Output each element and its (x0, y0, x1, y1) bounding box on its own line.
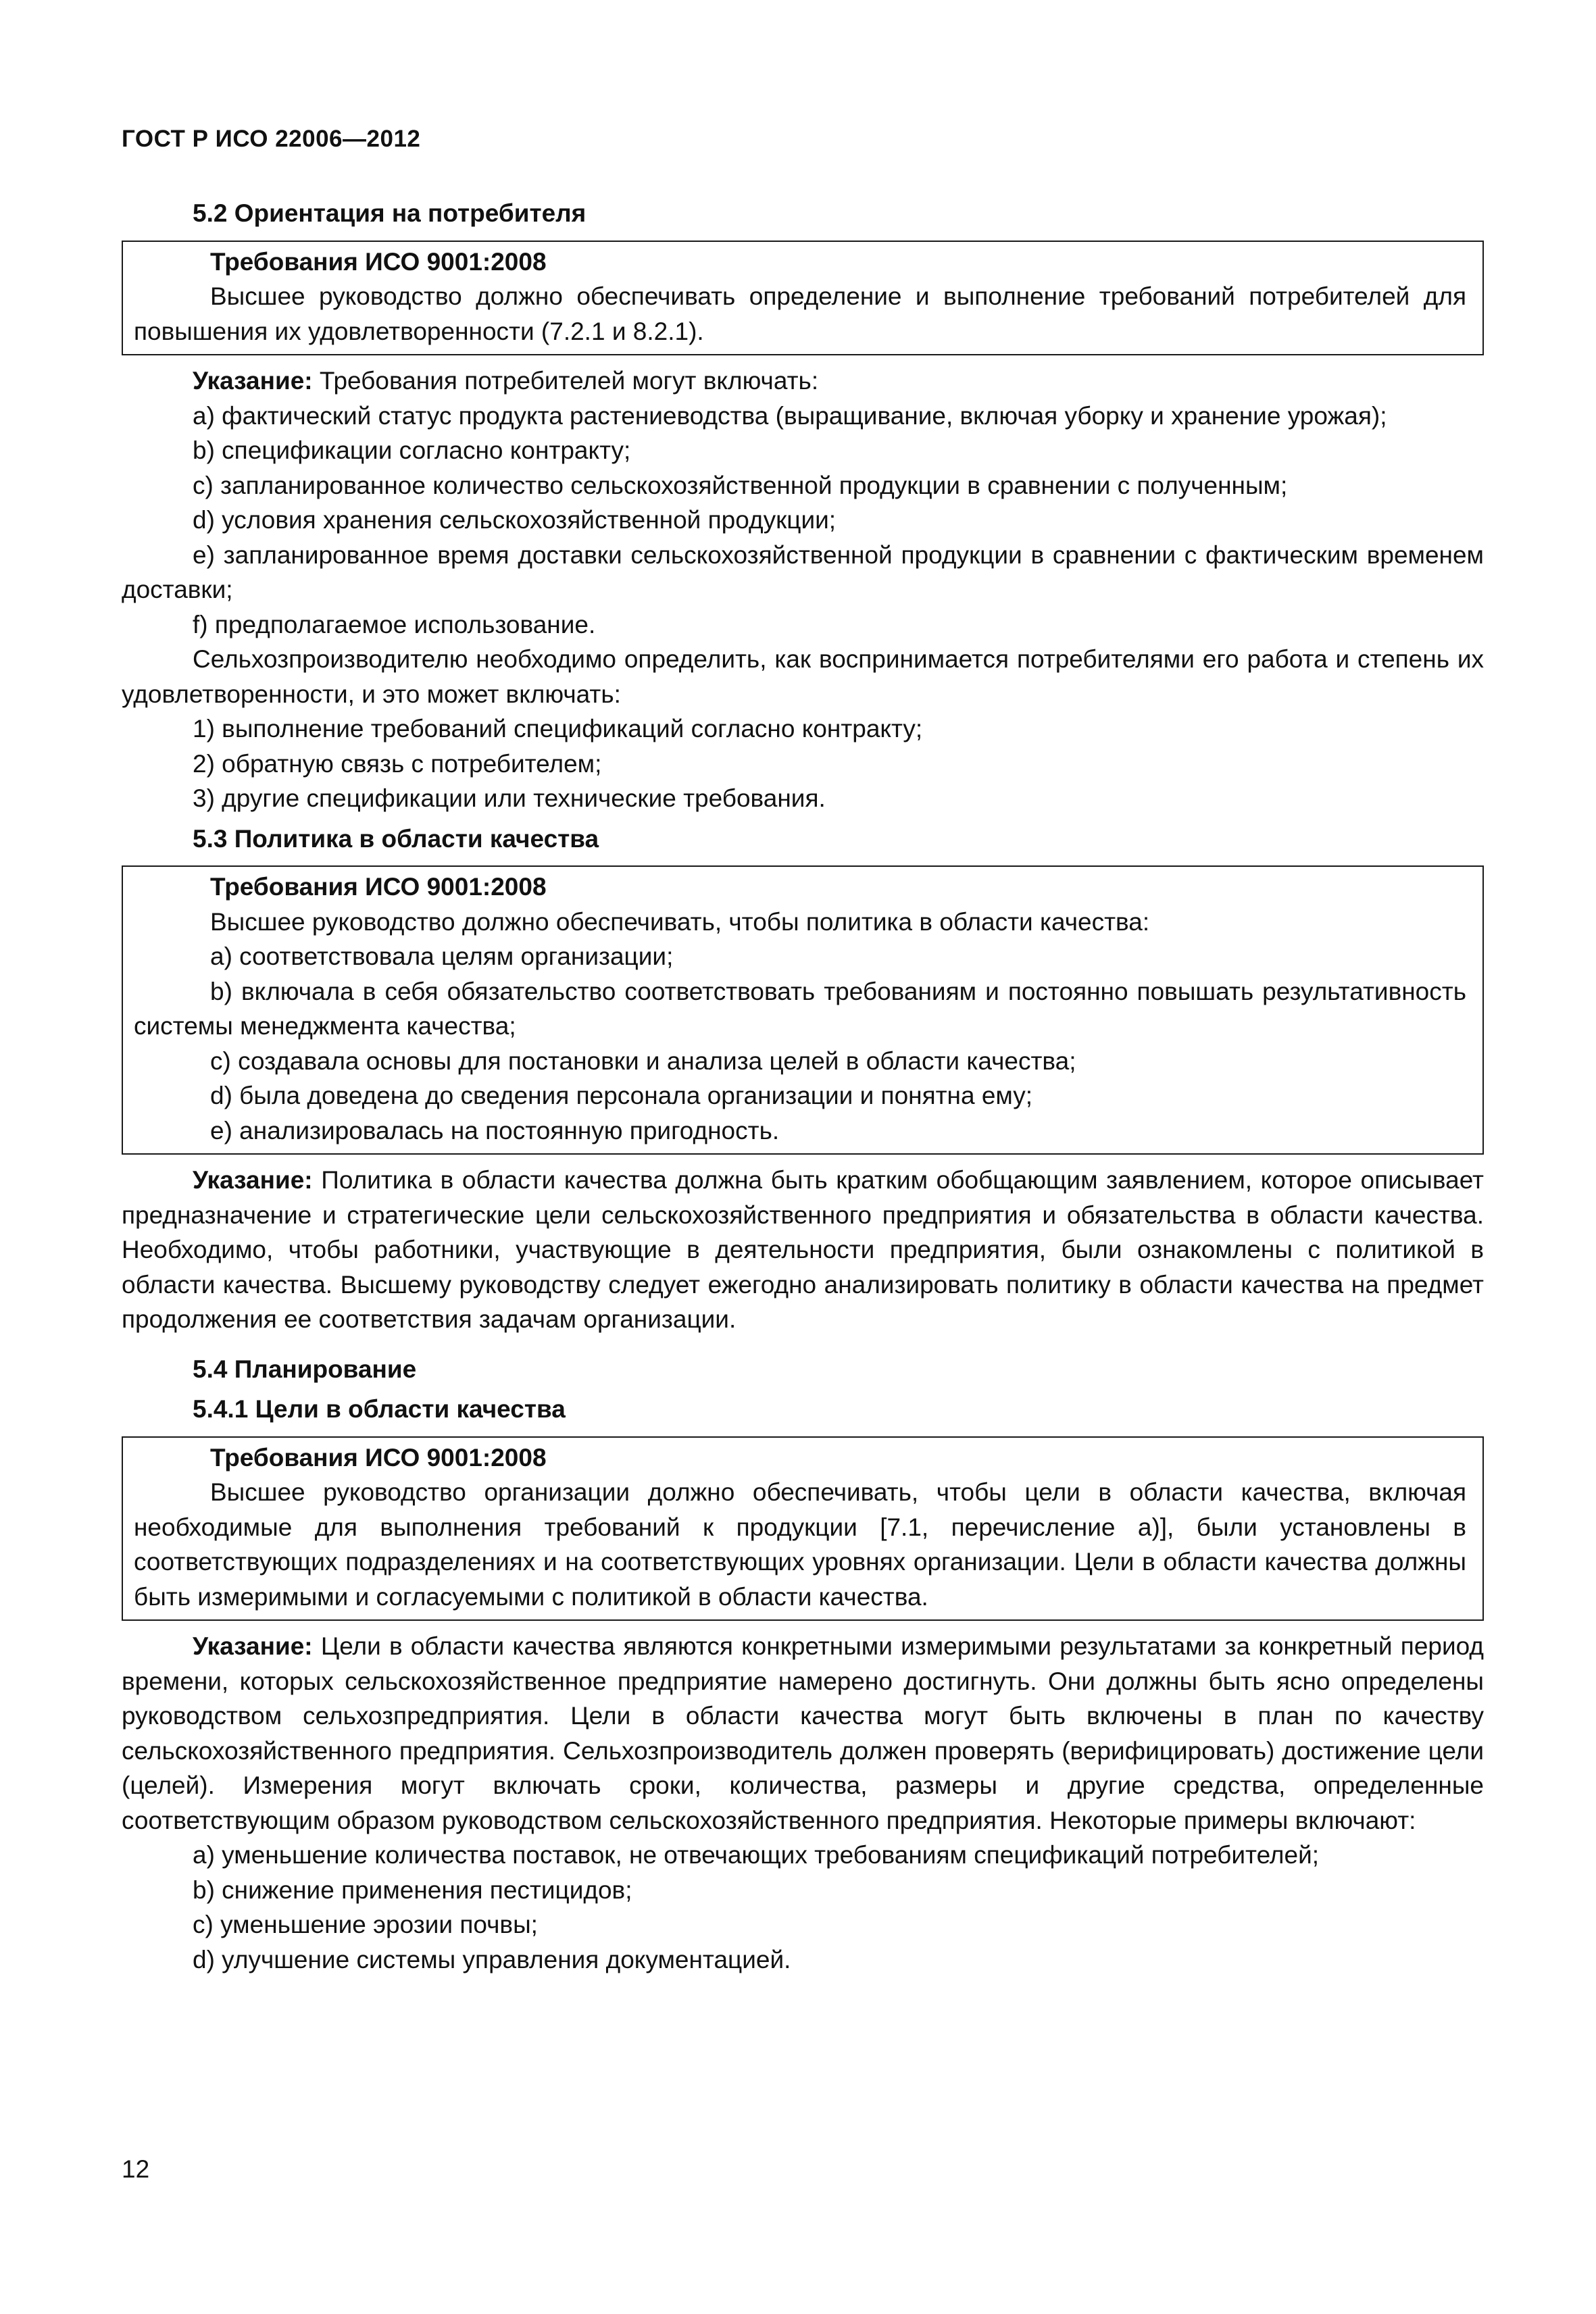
note-text: Цели в области качества являются конкретными измеримыми результатами за конкретный период времени, которых сельскохозяйственное предприятие намерено достигнуть. Они должны быть ясно определены руководством сельхозпредприятия. Цели в области качества могут быть включены в план по качеству сельскохозяйственного предприятия. Сельхозпроизводитель должен проверять (верифицировать) достижение цели (целей). Измерения могут включать сроки, количества, размеры и другие средства, определенные соответствующим образом руководством сельскохозяйственного предприятия. Некоторые примеры включают: (122, 1632, 1484, 1834)
section-heading-5-4: 5.4 Планирование (193, 1355, 417, 1383)
requirements-box-title: Требования ИСО 9001:2008 (210, 1443, 547, 1472)
list-item: 2) обратную связь с потребителем; (193, 749, 602, 778)
page-number: 12 (122, 2155, 150, 2183)
requirements-box-5-4-1 (122, 1436, 1484, 1621)
list-item: b) снижение применения пестицидов; (193, 1876, 632, 1904)
list-item: c) создавала основы для постановки и анализа целей в области качества; (210, 1047, 1076, 1075)
list-item: a) фактический статус продукта растениеводства (выращивание, включая уборку и хранение урожая); (193, 401, 1387, 430)
requirements-box-title: Требования ИСО 9001:2008 (210, 247, 547, 276)
note-label: Указание: (193, 1166, 313, 1194)
note-text: Требования потребителей могут включать: (312, 367, 819, 395)
requirements-box-text: Высшее руководство организации должно обеспечивать, чтобы цели в области качества, включая необходимые для выполнения требований к продукции [7.1, перечисление a)], были установлены в соответствующих подразделениях и на соответствующих уровнях организации. Цели в области качества должны быть измеримыми и согласуемыми с политикой в области качества. (134, 1478, 1466, 1611)
note-paragraph (122, 363, 1484, 399)
requirements-box-5-3 (122, 865, 1484, 1155)
section-heading-5-2: 5.2 Ориентация на потребителя (193, 199, 587, 227)
list-item: 1) выполнение требований спецификаций согласно контракту; (193, 715, 923, 743)
requirements-box-title: Требования ИСО 9001:2008 (210, 873, 547, 901)
list-item: e) анализировалась на постоянную пригодность. (210, 1116, 780, 1145)
document-header: ГОСТ Р ИСО 22006—2012 (122, 126, 421, 152)
list-item: d) улучшение системы управления документацией. (193, 1945, 791, 1973)
list-item: e) запланированное время доставки сельскохозяйственной продукции в сравнении с фактическим временем доставки; (122, 540, 1484, 603)
list-item: d) условия хранения сельскохозяйственной продукции; (193, 506, 837, 534)
note-paragraph (122, 1163, 1484, 1337)
requirements-box-text: Высшее руководство должно обеспечивать, чтобы политика в области качества: (210, 907, 1150, 936)
list-item: b) включала в себя обязательство соответствовать требованиям и постоянно повышать результативность системы менеджмента качества; (134, 977, 1466, 1040)
section-heading-5-4-1: 5.4.1 Цели в области качества (193, 1395, 566, 1423)
list-item: d) была доведена до сведения персонала организации и понятна ему; (210, 1082, 1033, 1109)
list-item: 3) другие спецификации или технические требования. (193, 784, 826, 812)
requirements-box-text: Высшее руководство должно обеспечивать определение и выполнение требований потребителей для повышения их удовлетворенности (7.2.1 и 8.2.1). (134, 282, 1466, 345)
list-item: a) соответствовала целям организации; (210, 942, 674, 970)
list-item: f) предполагаемое использование. (193, 610, 596, 638)
list-item: a) уменьшение количества поставок, не отвечающих требованиям спецификаций потребителей; (193, 1841, 1320, 1869)
note-text: Политика в области качества должна быть кратким обобщающим заявлением, которое описывает предназначение и стратегические цели сельскохозяйственного предприятия и обязательства в области качества. Необходимо, чтобы работники, участвующие в деятельности предприятия, были ознакомлены с политикой в области качества. Высшему руководству следует ежегодно анализировать политику в области качества на предмет продолжения ее соответствия задачам организации. (122, 1166, 1484, 1333)
note-label: Указание: (193, 1632, 313, 1660)
list-item: b) спецификации согласно контракту; (193, 436, 631, 464)
requirements-box-5-2 (122, 241, 1484, 356)
document-body (122, 196, 1484, 1977)
section-heading-5-3: 5.3 Политика в области качества (193, 824, 599, 853)
list-item: c) запланированное количество сельскохозяйственной продукции в сравнении с полученным; (193, 471, 1288, 499)
body-paragraph: Сельхозпроизводителю необходимо определить, как воспринимается потребителями его работа и степень их удовлетворенности, и это может включать: (122, 645, 1484, 708)
note-label: Указание: (193, 367, 313, 395)
list-item: c) уменьшение эрозии почвы; (193, 1911, 538, 1938)
note-paragraph (122, 1629, 1484, 1838)
